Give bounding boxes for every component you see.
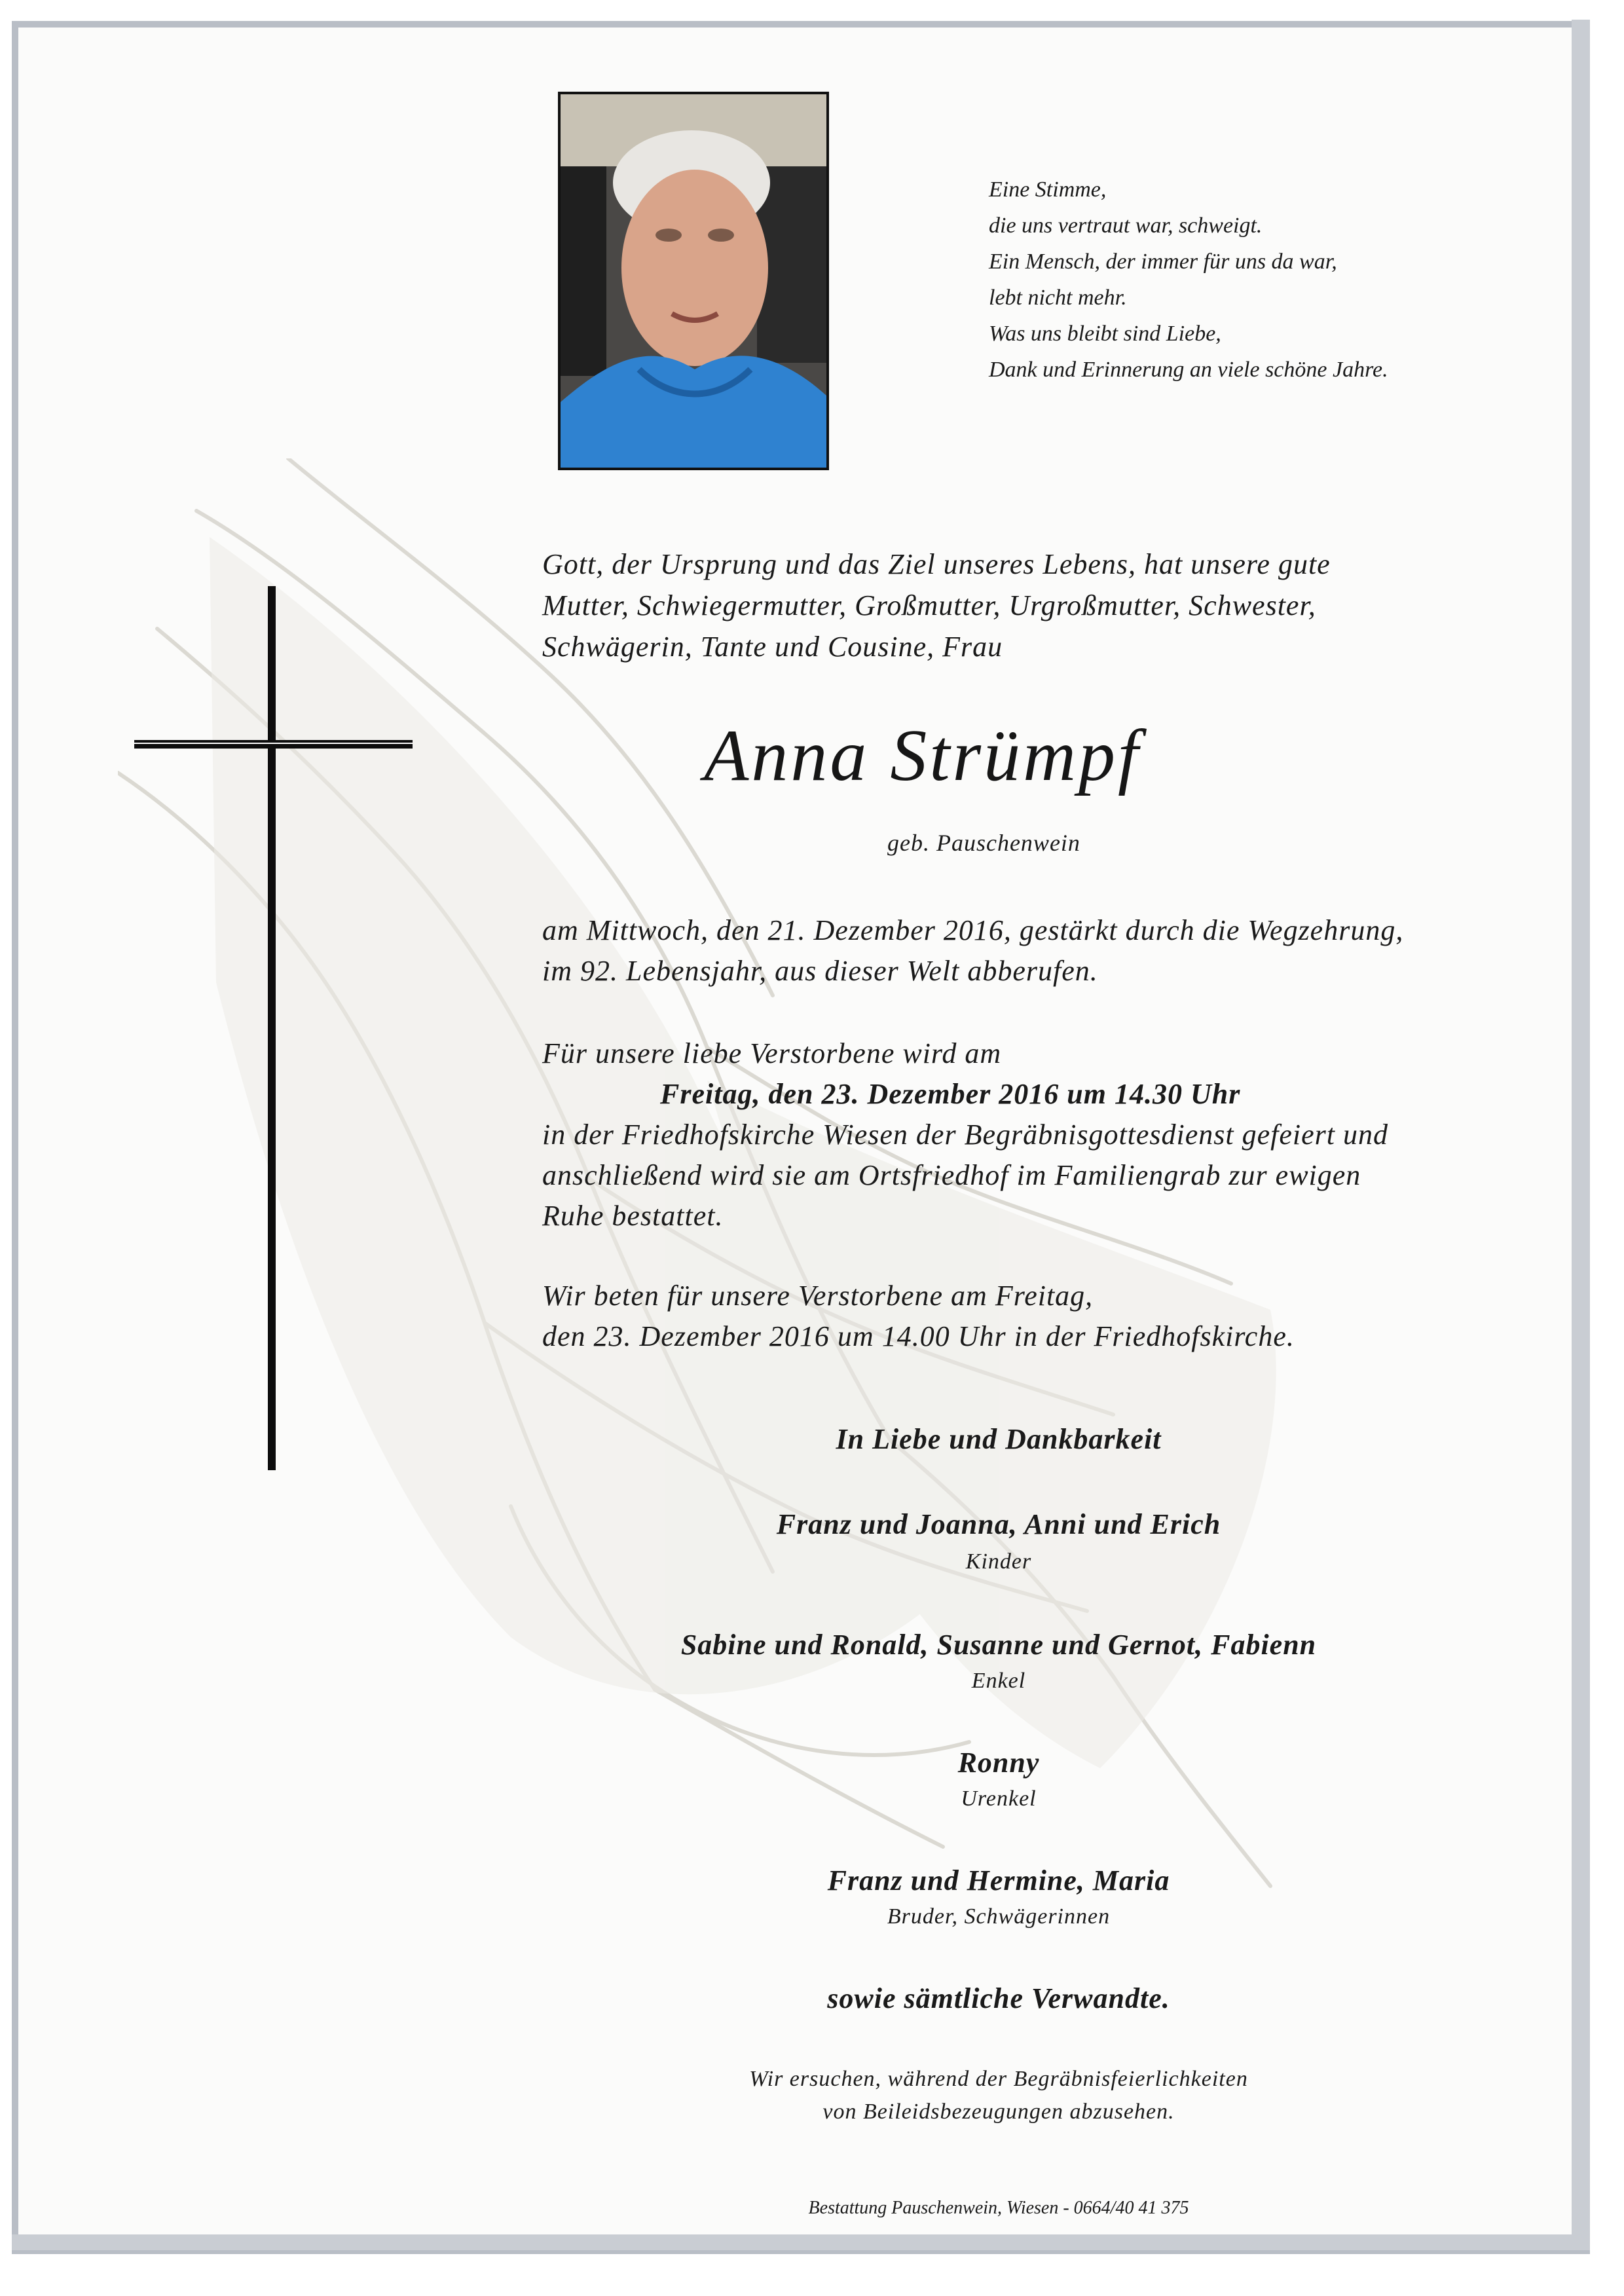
mourner-relation: Bruder, Schwägerinnen xyxy=(887,1904,1111,1929)
funeral-info xyxy=(542,1033,1426,1236)
intro-line: Schwägerin, Tante und Cousine, Frau xyxy=(542,631,1003,663)
funeral-line: anschließend wird sie am Ortsfriedhof im Familiengrab zur ewigen xyxy=(542,1159,1361,1191)
poem-line: Eine Stimme, xyxy=(989,177,1107,202)
death-line: im 92. Lebensjahr, aus dieser Welt abberufen. xyxy=(542,955,1098,987)
frame-shadow-right xyxy=(1572,20,1590,2246)
death-line: am Mittwoch, den 21. Dezember 2016, gestärkt durch die Wegzehrung, xyxy=(542,914,1404,946)
mourner-names: Franz und Joanna, Anni und Erich xyxy=(776,1508,1221,1540)
deceased-name: Anna Strümpf xyxy=(704,715,1141,796)
intro-line: Gott, der Ursprung und das Ziel unseres Lebens, hat unsere gute xyxy=(542,548,1331,580)
cross-vertical-bar xyxy=(268,586,276,1470)
funeral-date: Freitag, den 23. Dezember 2016 um 14.30 Uhr xyxy=(660,1078,1241,1110)
funeral-line: in der Friedhofskirche Wiesen der Begräbnisgottesdienst gefeiert und xyxy=(542,1119,1389,1151)
prayer-line: Wir beten für unsere Verstorbene am Freitag, xyxy=(542,1280,1094,1312)
mourner-names: Ronny xyxy=(957,1747,1040,1779)
relatives-line: sowie sämtliche Verwandte. xyxy=(827,1982,1170,2014)
poem xyxy=(989,172,1513,388)
poem-line: Was uns bleibt sind Liebe, xyxy=(989,322,1221,346)
prayer-info xyxy=(542,1276,1426,1357)
intro-line: Mutter, Schwiegermutter, Großmutter, Urgroßmutter, Schwester, xyxy=(542,589,1316,621)
request-line: von Beileidsbezeugungen abzusehen. xyxy=(822,2100,1175,2124)
poem-line: Ein Mensch, der immer für uns da war, xyxy=(989,250,1337,274)
poem-line: lebt nicht mehr. xyxy=(989,286,1127,310)
funeral-home-footer: Bestattung Pauschenwein, Wiesen - 0664/40 41 375 xyxy=(808,2198,1189,2218)
mourner-names: Sabine und Ronald, Susanne und Gernot, Fabienn xyxy=(680,1629,1317,1661)
closing-line: In Liebe und Dankbarkeit xyxy=(836,1423,1162,1455)
death-info xyxy=(542,910,1426,991)
cross-horizontal-bar xyxy=(134,740,413,749)
intro-text xyxy=(542,544,1413,667)
prayer-line: den 23. Dezember 2016 um 14.00 Uhr in der Friedhofskirche. xyxy=(542,1320,1295,1352)
funeral-line: Ruhe bestattet. xyxy=(542,1200,724,1232)
condolence-request xyxy=(589,2063,1408,2128)
frame-shadow-bottom xyxy=(12,2234,1590,2250)
mourner-relation: Kinder xyxy=(965,1549,1032,1574)
mourner-relation: Urenkel xyxy=(961,1787,1037,1811)
poem-line: die uns vertraut war, schweigt. xyxy=(989,213,1263,238)
funeral-intro: Für unsere liebe Verstorbene wird am xyxy=(542,1037,1002,1069)
mourner-relation: Enkel xyxy=(971,1669,1026,1693)
birth-name: geb. Pauschenwein xyxy=(887,830,1080,856)
mourner-names: Franz und Hermine, Maria xyxy=(827,1864,1170,1897)
request-line: Wir ersuchen, während der Begräbnisfeierlichkeiten xyxy=(749,2067,1248,2091)
portrait-photo xyxy=(558,92,829,470)
poem-line: Dank und Erinnerung an viele schöne Jahre. xyxy=(989,358,1388,382)
